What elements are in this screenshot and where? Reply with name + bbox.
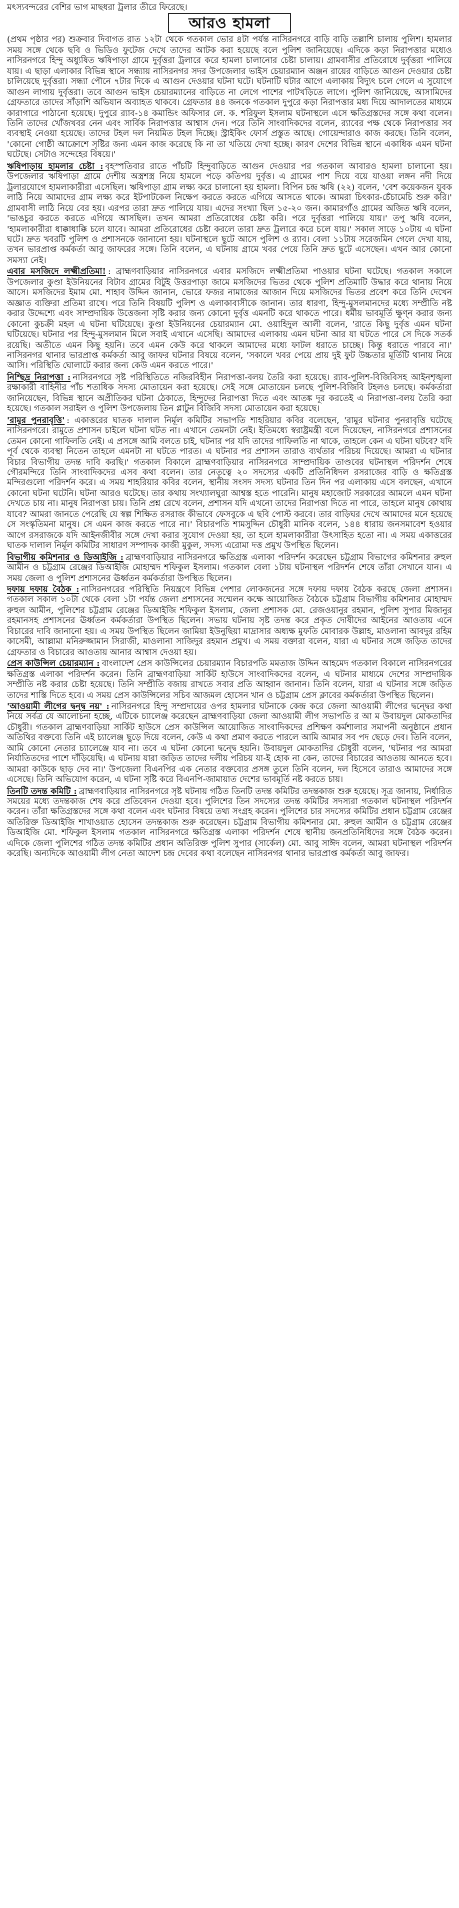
article-paragraph — [7, 266, 452, 371]
subheading: তিনটি তদন্ত কমিটি : — [7, 785, 77, 796]
article-paragraph — [7, 701, 452, 785]
article-paragraph — [7, 584, 452, 657]
paragraph-text: বাংলাদেশ প্রেস কাউন্সিলের চেয়ারম্যান বিচারপতি মমতাজ উদ্দিন আহমেদ গতকাল বিকালে নাসিরনগরের ক্ষতিগ্রস্ত এলাকা পরিদর্শন করেন। তিনি ব্রাহ্মণবাড়িয়া সার্কিট হাউসে সাংবাদিকদের বলেন, এ ঘটনার মাধ্যমে দেশের সাম্প্রদায়িক সম্প্রীতি নষ্ট করার চেষ্টা হয়েছে। তিনি সম্প্রীতি বজায় রাখতে সবার প্রতি আহ্বান জানান। তিনি বলেন, যারা এ ঘটনার সঙ্গে জড়িত তাদের শাস্তি দিতে হবে। এ সময় প্রেস কাউন্সিলের সচিব আজমল হোসেন খান ও চট্টগ্রাম প্রেস ক্লাবের কর্মকর্তারা উপস্থিত ছিলেন। — [7, 658, 452, 700]
article-paragraph — [7, 552, 452, 583]
subheading: 'রামুর পুনরাবৃত্তি' — [7, 414, 65, 425]
headline-box — [7, 13, 452, 33]
subheading: বিভাগীয় কমিশনার ও ডিআইজি : — [7, 551, 124, 562]
subheading: দফায় দফায় বৈঠক : — [7, 583, 80, 594]
article-body — [7, 34, 452, 858]
subheading: 'আওয়ামী লীগের দ্বন্দ্ব নয়' : — [7, 700, 110, 711]
paragraph-text: ব্রাহ্মণবাড়িয়ার নাসিরনগরে সৃষ্ট ঘটনায় গঠিত তিনটি তদন্ত কমিটির তদন্তকাজ শুরু হয়েছে। সূত্র জানায়, নির্ধারিত সময়ের মধ্যে তদন্তকাজ শেষ করে প্রতিবেদন দেওয়া হবে। পুলিশের তিন সদস্যের তদন্ত কমিটির সদস্যরা গতকাল ঘটনাস্থল পরিদর্শন করেন। তাঁরা ক্ষতিগ্রস্তদের সঙ্গে কথা বলেন এবং ঘটনার বিষয়ে তথ্য সংগ্রহ করেন। পুলিশের চার সদস্যের কমিটির প্রধান চট্টগ্রাম রেঞ্জের অতিরিক্ত ডিআইজি শাখাওয়াত হোসেন তদন্তকাজ শুরু করেছেন। চট্টগ্রাম বিভাগীয় কমিশনার মো. রুহুল আমীন ও চট্টগ্রাম রেঞ্জের ডিআইজি মো. শফিকুল ইসলাম গতকাল নাসিরনগরে ক্ষতিগ্রস্ত এলাকা পরিদর্শন শেষে স্থানীয় জনপ্রতিনিধিদের সঙ্গে বৈঠক করেন। এদিকে জেলা পুলিশের গঠিত তদন্ত কমিটির প্রধান অতিরিক্ত পুলিশ সুপার (সার্কেল) মো. আবু সাঈদ বলেন, আমরা ঘটনাস্থল পরিদর্শন করেছি। অন্যদিকে আওয়ামী লীগ নেতা আদেশ চন্দ্র দেবের কথা বলেছেন নাসিরনগর থানার ভারপ্রাপ্ত কর্মকর্তা আবু জাফর। — [7, 785, 452, 859]
paragraph-text: নাসিরনগরে হিন্দু সম্প্রদায়ের ওপর হামলার ঘটনাকে কেন্দ্র করে জেলা আওয়ামী লীগের দ্বন্দ্বের কথা নিয়ে সর্বত্র যে আলোচনা হচ্ছে, এটিকে চ্যালেঞ্জ করেছেন ব্রাহ্মণবাড়িয়া জেলা আওয়ামী লীগ সভাপতি র আ ম উবায়দুল মোকতাদির চৌধুরী। গতকাল ব্রাহ্মণবাড়িয়া সার্কিট হাউসে প্রেস কাউন্সিল আয়োজিত সাংবাদিকদের প্রশিক্ষণ কর্মশালার সমাপনী অনুষ্ঠানে প্রধান অতিথির বক্তব্যে তিনি এই চ্যালেঞ্জ ছুড়ে দিয়ে বলেন, কেউ এ কথা প্রমাণ করতে পারলে আমি আমার সব পদ ছেড়ে দেব। তিনি বলেন, আমি কোনো নেতার চ্যালেঞ্জে যাব না। তবে এ ঘটনা কোনো দ্বন্দ্বে হয়নি। উবায়দুল মোকতাদির চৌধুরী বলেন, 'ঘটনার পর আমরা নির্যাতিতদের পাশে দাঁড়িয়েছি। এ ঘটনায় যারা জড়িত তাদের দলীয় পরিচয় যা-ই হোক না কেন, তাদের বিচারের আওতায় আনতে হবে। আমরা কাউকে ছাড় দেব না।' উপজেলা বিএনপির এক নেতার বক্তব্যের প্রসঙ্গ তুলে তিনি বলেন, দল হিসেবে তারাও আমাদের সঙ্গে এসেছে। তিনি অভিযোগ করেন, এ ঘটনা সৃষ্টি করে বিএনপি-জামায়াত দেশের ভাবমূর্তি নষ্ট করতে চায়। — [7, 700, 452, 785]
paragraph-text: : ব্রাহ্মণবাড়িয়ার নাসিরনগরে এবার মসজিদে লক্ষ্মীপ্রতিমা পাওয়ার ঘটনা ঘটেছে। গতকাল সকালে উপজেলার কুণ্ডা ইউনিয়নের বিটাব গ্রামের বিটুই উত্তরপাড়া জামে মসজিদের ভিতর থেকে পুলিশ প্রতিমাটি উদ্ধার করে থানায় নিয়ে আসে। মসজিদের ইমাম মো. শাহাব উদ্দিন জানান, ভোরে ফজর নামাজের আজান দিয়ে মসজিদের ভিতর প্রবেশ করে তিনি দেখেন অজ্ঞাত ব্যক্তিরা প্রতিমা রাখে। পরে তিনি বিষয়টি পুলিশ ও এলাকাবাসীকে জানান। তার ধারণা, হিন্দু-মুসলমানদের মধ্যে সম্প্রীতি নষ্ট করার উদ্দেশ্যে এবং সাম্প্রদায়িক উত্তেজনা সৃষ্টি করার জন্য কোনো দুর্বৃত্ত এমনটি করে থাকতে পারে। ধর্মীয় ভাবমূর্তি ক্ষুণ্ন করার জন্য কোনো কুচক্রী মহল এ ঘটনা ঘটিয়েছে। কুণ্ডা ইউনিয়নের চেয়ারম্যান মো. ওয়াহিদুল আলী বলেন, 'রাতে কিছু দুর্বৃত্ত এমন ঘটনা ঘটিয়েছে। ঘটনার পর হিন্দু-মুসলমান মিলে সবাই এখানে এসেছি। আমাদের এলাকায় এমন ঘটনা আর যা ঘটতে পারে সে দিকে সতর্ক রয়েছি। অতীতে এমন কিছু হয়নি। তবে এমন কেউ করে থাকলে আমাদের মধ্যে ফাটল ধরাতে চাচ্ছে। কিন্তু ধরাতে পারবে না।' নাসিরনগর থানার ভারপ্রাপ্ত কর্মকর্তা আবু জাফর ঘটনার বিষয়ে বলেন, 'সকালে খবর পেয়ে প্রায় দুই ফুট উচ্চতার মূর্তিটি থানায় নিয়ে আসি। পরিস্থিতি ঘোলাটে করার জন্য কেউ এমন করতে পারে।' — [7, 266, 452, 371]
intro-line: মৎস্যবন্দরের বেশির ভাগ মাছধরা ট্রলার তীরে ফিরেছে। — [7, 2, 188, 12]
paragraph-text: বৃহস্পতিবার রাতে পাঁচটি হিন্দুবাড়িতে আগুন দেওয়ার পর গতকাল আবারও হামলা চালানো হয়। উপজেলার ঋষিপাড়া গ্রামে দেশীয় অস্ত্রশস্ত্র নিয়ে হামলে পড়ে কতিপয় দুর্বৃত্ত। এ গ্রামের পাশ দিয়ে বয়ে যাওয়া লঙ্গন নদী দিয়ে ট্রলারযোগে হামলাকারীরা এসেছিল। ঋষিপাড়া গ্রাম লক্ষ্য করে চালানো হয় হামলা। বিপিন চন্দ্র ঋষি (২২) বলেন, 'বেশ কয়েকজন যুবক লাঠি নিয়ে আমাদের গ্রাম লক্ষ্য করে ইটপাটকেল নিক্ষেপ করতে করতে এগিয়ে আসতে থাকে। আমরা চিৎকার-চেঁচামেচি শুরু করি।' গ্রামবাসী লাঠি নিয়ে বের হয়। এরপর তারা দ্রুত পালিয়ে যায়। এদের সংখ্যা ছিল ১৫-২০ জন। কামারগাঁও গ্রামের অজিত ঋষি বলেন, 'ভাঙচুর করতে করতে এগিয়ে আসছিল। তখন আমরা প্রতিরোধের চেষ্টা করি। পরে দুর্বৃত্তরা পালিয়ে যায়।' তপু ঋষি বলেন, 'হামলাকারীরা ধাক্কাধাক্কি চলে যাবে। আমরা প্রতিরোধের চেষ্টা করলে তারা দ্রুত ট্রলারে করে চলে যায়।' সকাল সাড়ে ১০টায় এ ঘটনা ঘটে। দ্রুত খবরটি পুলিশ ও প্রশাসনকে জানানো হয়। ঘটনাস্থলে ছুটে আসে পুলিশ ও র‌্যাব। বেলা ১১টায় সরেজমিন গেলে দেখা যায়, তখন ভারপ্রাপ্ত কর্মকর্তা আবু জাফরের সঙ্গে। তিনি বলেন, এ ঘটনায় গ্রামে খবর পেয়ে তিনি দ্রুত ছুটে এসেছেন। এখন আর কোনো সমস্যা নেই। — [7, 160, 452, 265]
paragraph-text: : একাত্তরের ঘাতক দালাল নির্মূল কমিটির সভাপতি শাহরিয়ার কবির বলেছেন, 'রামুর ঘটনার পুনরাবৃত্তি ঘটেছে নাসিরনগরে। রামুতে প্রশাসন চাইলে ঘটনা ঘটত না। এখানে তেমনটা নেই। ইতিমধ্যে স্বরাষ্ট্রমন্ত্রী বলে দিয়েছেন, নাসিরনগরে প্রশাসনের তেমন কোনো গাফিলতি নেই। এ প্রসঙ্গে আমি বলতে চাই, ঘটনার পর যদি তাদের গাফিলতি না থাকে, তাহলে কেন এ ঘটনা ঘটবে? যদি পূর্ব থেকে ব্যবস্থা নিতেন তাহলে এমনটা না ঘটতে পারত। এ ঘটনার পর প্রশাসন তারাও ব্যর্থতার পরিচয় দিয়েছে। আমরা এ ঘটনার বিচার বিভাগীয় তদন্ত দাবি করছি।' গতকাল বিকালে ব্রাহ্মণবাড়িয়ার নাসিরনগরে সাম্প্রদায়িক তাণ্ডবের ঘটনাস্থল পরিদর্শন শেষে গৌরমন্দিরে তিনি সাংবাদিকদের এসব কথা বলেন। তার নেতৃত্বে ২০ সদস্যের একটি প্রতিনিধিদল রসরাজের বাড়ি ও ক্ষতিগ্রস্ত মন্দিরগুলো পরিদর্শন করে। এ সময় শাহরিয়ার কবির বলেন, স্থানীয় সংসদ সদস্য ঘটনার তিন দিন পর এলাকায় এসে বলছেন, এখানে কোনো ঘটনা ঘটেনি। ঘটনা আরও ঘটেছে। তার কথায় সংখ্যালঘুরা আশ্বস্ত হতে পারেনি। মানুষ মহাজোট সরকারের আমলে এমন ঘটনা দেখতে চায় না। মানুষ নিরাপত্তা চায়। তিনি প্রশ্ন রেখে বলেন, প্রশাসন যদি এখনো তাদের নিরাপত্তা দিতে না পারে, তাহলে মানুষ কোথায় যাবে? আমরা জানতে পেরেছি যে স্বল্প শিক্ষিত রসরাজ কীভাবে ফেসবুকে এ ছবি পোস্ট করবে। তার বাড়িঘর দেখে আমাদের মনে হয়েছে সে সংস্কৃতিমনা মানুষ। সে এমন কাজ করতে পারে না।' বিচারপতি শামসুদ্দিন চৌধুরী মানিক বলেন, ১৪৪ ধারায় জনসমাবেশ হওয়ার আগে রসরাজকে যদি আইনজীবীর সঙ্গে দেখা করার সুযোগ দেওয়া হয়, তা হলে হামলাকারীরা উৎসাহিত হতো না। এ সময় একাত্তরের ঘাতক দালাল নির্মূল কমিটির সাধারণ সম্পাদক কাজী মুকুল, সদস্য এরোমা দত্ত প্রমুখ উপস্থিত ছিলেন। — [7, 414, 453, 551]
paragraph-text: (প্রথম পৃষ্ঠার পর) শুক্রবার দিবাগত রাত ১২টা থেকে গতকাল ভোর ৪টা পর্যন্ত নাসিরনগরে বাড়ি বাড়ি তল্লাশি চালায় পুলিশ। হামলার সময় সঙ্গে থেকে ছবি ও ভিডিও ফুটেজ দেখে তাদের আটক করা হয়েছে বলে পুলিশ জানিয়েছে। এদিকে কড়া নিরাপত্তার মধ্যেও নাসিরনগরে হিন্দু অধ্যুষিত ঋষিপাড়া গ্রামে দুর্বৃত্তরা ট্রলারে করে হামলা চালানোর চেষ্টা চালায়। গ্রামবাসীর প্রতিরোধে দুর্বৃত্তরা পালিয়ে যায়। এ ছাড়া এলাকার বিভিন্ন স্থানে সন্ধ্যায় নাসিরনগর সদর উপজেলার ভাইস চেয়ারম্যান অঞ্জন রায়ের বাড়িতে আগুন দেওয়ার চেষ্টা চালিয়েছে দুর্বৃত্তরা। সন্ধ্যা পৌনে ৭টার দিকে এ আগুন দেওয়ার ঘটনা ঘটে। ঘটনাটি ঘটার আগে এলাকায় বিদ্যুৎ চলে গেলে এ সুযোগে আগুন লাগায় দুর্বৃত্তরা। তবে আগুন ভাইস চেয়ারম্যানের বাড়িতে না লেগে পাশের পাটখড়িতে লাগে। পুলিশ জানিয়েছে, আসামিদের গ্রেফতারে তাদের সাঁড়াশি অভিযান অব্যাহত থাকবে। গ্রেফতার ৪৪ জনকে গতকাল দুপুরে কড়া নিরাপত্তার মধ্য দিয়ে আদালতের মাধ্যমে কারাগারে পাঠানো হয়েছে। দুপুরে র‌্যাব-১৪ কমান্ডিং অফিসার লে. ক. শরিফুল ইসলাম ঘটনাস্থলে এসে ক্ষতিগ্রস্তদের সঙ্গে কথা বলেন। তিনি তাদের খোঁজখবর নেন এবং সার্বিক নিরাপত্তার আশ্বাস দেন। পরে তিনি সাংবাদিকদের বলেন, র‌্যাবের পক্ষ থেকে নিরাপত্তার সব ব্যবস্থাই নেওয়া হয়েছে। তাদের টহল দল নিয়মিত টহল দিচ্ছে। স্ট্রাইকিং ফোর্স প্রস্তুত আছে। গোয়েন্দারাও কাজ করছে। তিনি বলেন, 'কোনো গোষ্ঠী আক্রোশে সৃষ্টির জন্য এমন কাজ করেছে কি না তা খতিয়ে দেখা হচ্ছে। কারণ দেশের বিভিন্ন স্থানে একাধিক এমন ঘটনা ঘটেছে। সেটাও সন্দেহের বিষয়ে।' — [7, 34, 452, 160]
paragraph-text: নাসিরনগরে সৃষ্ট পরিস্থিতিতে নজিরবিহীন নিরাপত্তা-বলয় তৈরি করা হয়েছে। র‌্যাব-পুলিশ-বিজিবিসহ আইনশৃঙ্খলা রক্ষাকারী বাহিনীর পাঁচ শতাধিক সদস্য মোতায়েন করা হয়েছে। সেই সঙ্গে মোতায়েন চলছে পুলিশ-বিজিবি টহলও চলছে। কর্মকর্তারা জানিয়েছেন, বিভিন্ন স্থানে অপ্রীতিকর ঘটনা ঠেকাতে, হিন্দুদের নিরাপত্তা দিতে এবং আতঙ্ক দূর করতেই এ নিরাপত্তা-বলয় তৈরি করা হয়েছে। গতকাল সরাইল ও পুলিশ উপজেলায় তিন প্লাটুন বিজিবি সদস্য মোতায়েন করা হয়েছে। — [7, 371, 452, 414]
paragraph-text: ব্রাহ্মণবাড়িয়ার নাসিরনগরে ক্ষতিগ্রস্ত এলাকা পরিদর্শন করেছেন চট্টগ্রাম বিভাগের কমিশনার রুহুল আমীন ও চট্টগ্রাম রেঞ্জের ডিআইজি মোহাম্মদ শফিকুল ইসলাম। গতকাল বেলা ১টায় ঘটনাস্থল পরিদর্শন শেষে তাঁরা সেখানে যান। এ সময় জেলা ও পুলিশ প্রশাসনের ঊর্ধ্বতন কর্মকর্তারা উপস্থিত ছিলেন। — [7, 551, 452, 583]
headline: আরও হামলা — [168, 13, 292, 33]
subheading: প্রেস কাউন্সিল চেয়ারম্যান : — [7, 658, 100, 669]
article-paragraph — [7, 34, 452, 159]
article-paragraph — [7, 786, 452, 859]
subheading: ঋষিপাড়ায় হামলার চেষ্টা : — [7, 160, 104, 171]
article-paragraph — [7, 658, 452, 700]
paragraph-text: নাসিরনগরের পরিস্থিতি নিয়ন্ত্রণে বিভিন্ন পেশার লোকজনের সঙ্গে দফায় দফায় বৈঠক করছে জেলা প্রশাসন। গতকাল সকাল ১০টা থেকে বেলা ১টা পর্যন্ত জেলা প্রশাসনের সম্মেলন কক্ষে আয়োজিত বৈঠকে চট্টগ্রাম বিভাগীয় কমিশনার মোহাম্মদ রুহুল আমীন, পুলিশের চট্টগ্রাম রেঞ্জের ডিআইজি শফিকুল ইসলাম, জেলা প্রশাসক মো. রেজওয়ানুর রহমান, পুলিশ সুপার মিজানুর রহমানসহ প্রশাসনের ঊর্ধ্বতন কর্মকর্তারা উপস্থিত ছিলেন। সভায় ঘটনায় সৃষ্ট তদন্ত করে প্রকৃত দোষীদের আইনের আওতায় এনে বিচারের দাবি জানানো হয়। এ সময় উপস্থিত ছিলেন জামিয়া ইউনুছিয়া মাদ্রাসার অধ্যক্ষ মুফতি মোবারক উল্লাহ, মাওলানা আবদুর রহিম কাসেমী, আল্লামা মনিরুজ্জামান সিরাজী, মাওলানা সাজিদুর রহমান প্রমুখ। এ সময় বক্তারা বলেন, যারা এ ঘটনার সঙ্গে জড়িত তাদের গ্রেফতার ও বিচারের আওতায় আনার আশ্বাস দেওয়া হয়। — [7, 583, 452, 657]
subheading: এবার মসজিদে লক্ষ্মীপ্রতিমা! — [7, 266, 106, 277]
subheading: নিশ্ছিদ্র নিরাপত্তা : — [7, 371, 71, 382]
article-paragraph — [7, 372, 452, 414]
article-paragraph — [7, 415, 452, 551]
article-paragraph — [7, 161, 452, 266]
